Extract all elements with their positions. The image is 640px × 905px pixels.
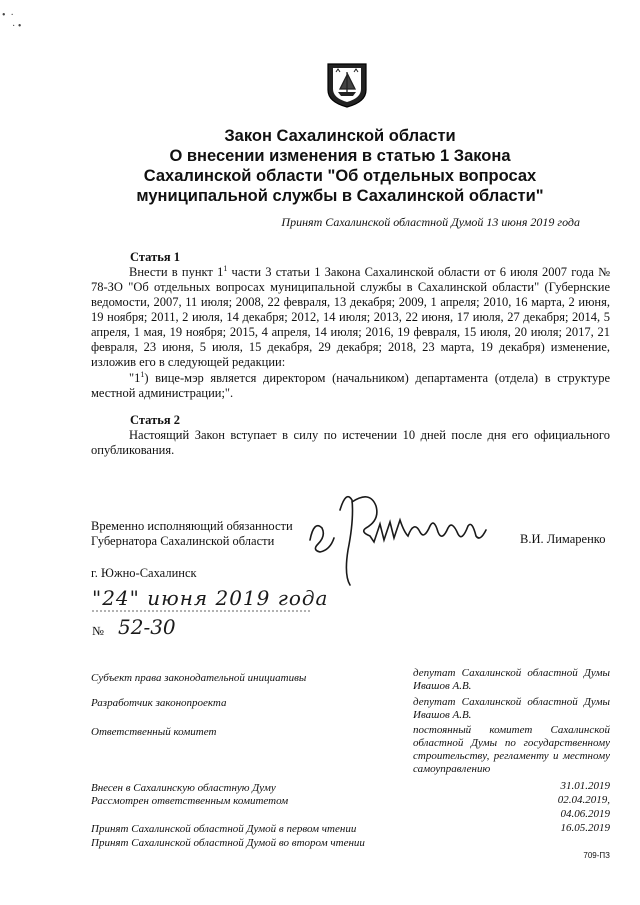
signatory-position-line1: Временно исполняющий обязанности <box>91 519 293 533</box>
article-1-sup: 1 <box>223 263 228 273</box>
meta-developer-value: депутат Сахалинской областной Думы Ивашов А.В. <box>413 696 610 721</box>
meta-second-reading-label: Принят Сахалинской областной Думой во втором чтении <box>91 837 365 849</box>
article-1-text-b: части 3 статьи 1 Закона Сахалинской области от 6 июля 2007 года № 78-ЗО "Об отдельных вопросах муниципальной службы в Сахалинской области" (Губернские ведомости, 2007, 11 июля; 2008, 22 февраля, 13 декабря; 2009, 1 апреля; 2010, 16 марта, 2 июня, 19 ноября; 2011, 2 июля, 14 декабря; 2012, 14 июля; 2013, 22 июня, 17 июля, 27 декабря; 2014, 5 апреля, 1 мая, 19 ноября; 2015, 4 апреля, 14 июля; 2016, 19 февраля, 15 июля, 20 июля; 2017, 21 февраля, 23 июня, 5 июля, 15 декабря, 29 декабря; 2018, 23 марта, 19 декабря) изменение, изложив его в следующей редакции: <box>91 265 610 369</box>
meta-committee-value: постоянный комитет Сахалинской областной Думы по государственному строительству, регламенту и местному самоуправлению <box>413 724 610 775</box>
law-number: 52-30 <box>118 615 176 639</box>
law-title-line3: Сахалинской области "Об отдельных вопросах <box>143 167 537 185</box>
quote-a: "1 <box>129 371 141 385</box>
article-1-heading: Статья 1 <box>130 250 180 264</box>
meta-developer-label: Разработчик законопроекта <box>91 697 227 709</box>
meta-first-reading-label: Принят Сахалинской областной Думой в первом чтении <box>91 823 357 835</box>
meta-reviewed-date1: 02.04.2019, <box>557 794 610 806</box>
meta-first-reading-date: 16.05.2019 <box>560 822 610 834</box>
coat-of-arms-emblem <box>326 62 368 108</box>
meta-initiative-label: Субъект права законодательной инициативы <box>91 672 307 684</box>
law-title-line4: муниципальной службы в Сахалинской области" <box>136 187 544 205</box>
signing-city: г. Южно-Сахалинск <box>91 566 197 580</box>
meta-initiative-value: депутат Сахалинской областной Думы Ивашов А.В. <box>413 667 610 692</box>
date-underline <box>92 608 312 614</box>
meta-submitted-date: 31.01.2019 <box>560 780 610 792</box>
scan-specks: • · · • <box>2 10 22 32</box>
article-2-body: Настоящий Закон вступает в силу по истечении 10 дней после дня его официального опубликования. <box>91 428 610 457</box>
meta-submitted-label: Внесен в Сахалинскую областную Думу <box>91 782 276 794</box>
signatory-position-line2: Губернатора Сахалинской области <box>91 534 275 548</box>
signatory-position <box>91 519 293 549</box>
law-title-line2: О внесении изменения в статью 1 Закона <box>169 147 511 165</box>
law-number-prefix: № <box>92 624 104 638</box>
article-1-text <box>91 265 610 370</box>
article-2-heading: Статья 2 <box>130 413 180 427</box>
meta-reviewed-date2: 04.06.2019 <box>560 808 610 820</box>
document-code: 709-ПЗ <box>583 851 610 860</box>
law-title-line1: Закон Сахалинской области <box>224 127 456 145</box>
meta-reviewed-label: Рассмотрен ответственным комитетом <box>91 795 289 807</box>
article-2-text <box>91 428 610 458</box>
quote-b: ) вице-мэр является директором (начальником) департамента (отдела) в структуре местной администрации;". <box>91 371 610 400</box>
handwritten-date: "24" июня 2019 года <box>92 586 329 610</box>
adoption-note: Принят Сахалинской областной Думой 13 июня 2019 года <box>281 215 580 229</box>
handwritten-signature <box>300 480 500 590</box>
quote-sup: 1 <box>140 369 145 379</box>
meta-committee-label: Ответственный комитет <box>91 726 217 738</box>
article-1-quote <box>91 371 610 401</box>
signatory-name: В.И. Лимаренко <box>520 532 606 546</box>
article-1-text-a: Внести в пункт 1 <box>129 265 224 279</box>
